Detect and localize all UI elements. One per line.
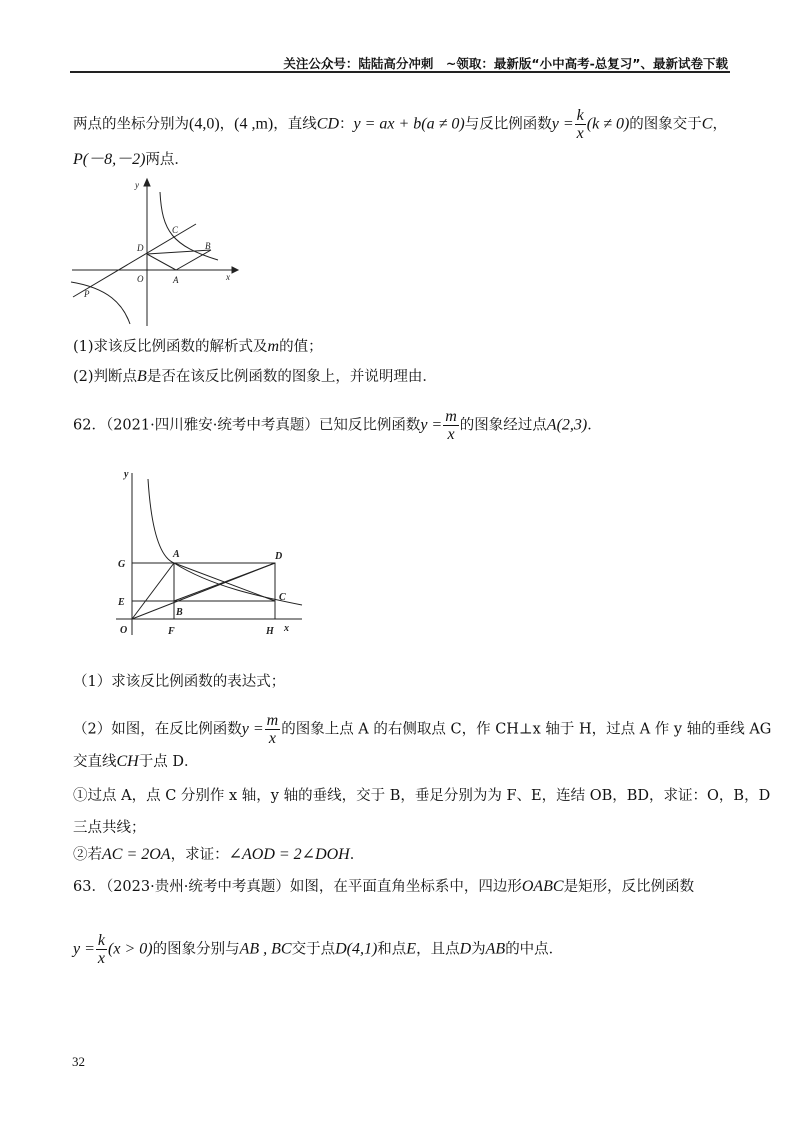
segment-db xyxy=(147,250,211,254)
header-divider xyxy=(70,71,730,73)
fig61-label-b: B xyxy=(205,241,211,251)
fig61-label-p: P xyxy=(84,289,90,299)
fig62-label-o: O xyxy=(120,625,128,636)
p61-line1: 两点的坐标分别为(4,0)，(4 ,m)，直线CD：y = ax + b(a ≠ 0)与反比例函数y = $\frac{k}{x}$ (k ≠ 0)的图象交于C， xyxy=(73,107,727,142)
p61-line2: P(－8,－2)两点． xyxy=(73,151,189,168)
fig62-label-x: x xyxy=(284,623,289,634)
fig62-label-g: G xyxy=(118,559,126,570)
fig61-label-c: C xyxy=(172,225,179,235)
fig62-label-e: E xyxy=(118,597,125,608)
p61-figure xyxy=(68,176,240,328)
fig62-label-d: D xyxy=(275,551,283,562)
p63-stem-line1: 63．（2023·贵州·统考中考真题）如图，在平面直角坐标系中，四边形OABC是矩形，反比例函数 xyxy=(73,878,695,895)
fig62-label-a: A xyxy=(173,549,180,560)
fig61-label-d: D xyxy=(137,243,144,253)
p62-figure xyxy=(112,463,312,641)
fig61-label-o: O xyxy=(137,274,144,284)
p62-question2-line1: （2）如图，在反比例函数y = $\frac{m}{x}$ 的图象上点 A 的右侧取点 C，作 CH⊥x 轴于 H，过点 A 作 y 轴的垂线 AG xyxy=(73,712,772,747)
hyperbola xyxy=(148,479,302,605)
fig62-label-c: C xyxy=(279,592,286,603)
fig61-label-x: x xyxy=(226,272,230,282)
fraction-m-over-x-2: $\frac{m}{x}$ xyxy=(266,712,279,747)
fig62-label-b: B xyxy=(176,607,183,618)
fig62-label-y: y xyxy=(124,469,129,480)
y-axis-arrow xyxy=(144,179,150,186)
p62-question1: （1）求该反比例函数的表达式； xyxy=(73,674,286,690)
p61-question1: (1)求该反比例函数的解析式及m的值； xyxy=(73,338,323,355)
segment-ab xyxy=(176,250,211,270)
page-header: 关注公众号：陆陆高分冲刺 ~领取：最新版“小中高考-总复习”、最新试卷下载 xyxy=(283,56,728,71)
p62-question2-line2: 交直线CH于点 D． xyxy=(73,753,199,770)
p62-sub2: ②若AC = 2OA，求证：∠AOD = 2∠DOH． xyxy=(73,846,365,863)
page-number: 32 xyxy=(72,1054,85,1069)
hyperbola-branch-left xyxy=(71,282,130,324)
fraction-k-over-x-2: $\frac{k}{x}$ xyxy=(97,932,106,967)
fig61-label-a: A xyxy=(173,275,179,285)
x-axis-arrow xyxy=(232,267,238,273)
fig62-label-h: H xyxy=(266,626,274,637)
p62-stem: 62．（2021·四川雅安·统考中考真题）已知反比例函数y = $\frac{m}{x}$ 的图象经过点A(2,3)． xyxy=(73,408,602,443)
segment-da xyxy=(147,254,176,270)
fig61-label-y: y xyxy=(135,180,139,190)
p62-sub1-line1: ①过点 A，点 C 分别作 x 轴，y 轴的垂线，交于 B，垂足分别为为 F、E，连结 OB，BD，求证：O，B，D xyxy=(73,788,771,804)
p61-question2: (2)判断点B是否在该反比例函数的图象上，并说明理由． xyxy=(73,368,437,385)
p63-stem-line2: y = $\frac{k}{x}$ (x > 0)的图象分别与AB , BC交于点D(4,1)和点E，且点D为AB的中点． xyxy=(73,932,564,967)
fraction-k-over-x: $\frac{k}{x}$ xyxy=(576,107,584,142)
p62-sub1-line2: 三点共线； xyxy=(73,820,146,836)
fraction-m-over-x: $\frac{m}{x}$ xyxy=(445,408,457,443)
fig62-label-f: F xyxy=(168,626,175,637)
